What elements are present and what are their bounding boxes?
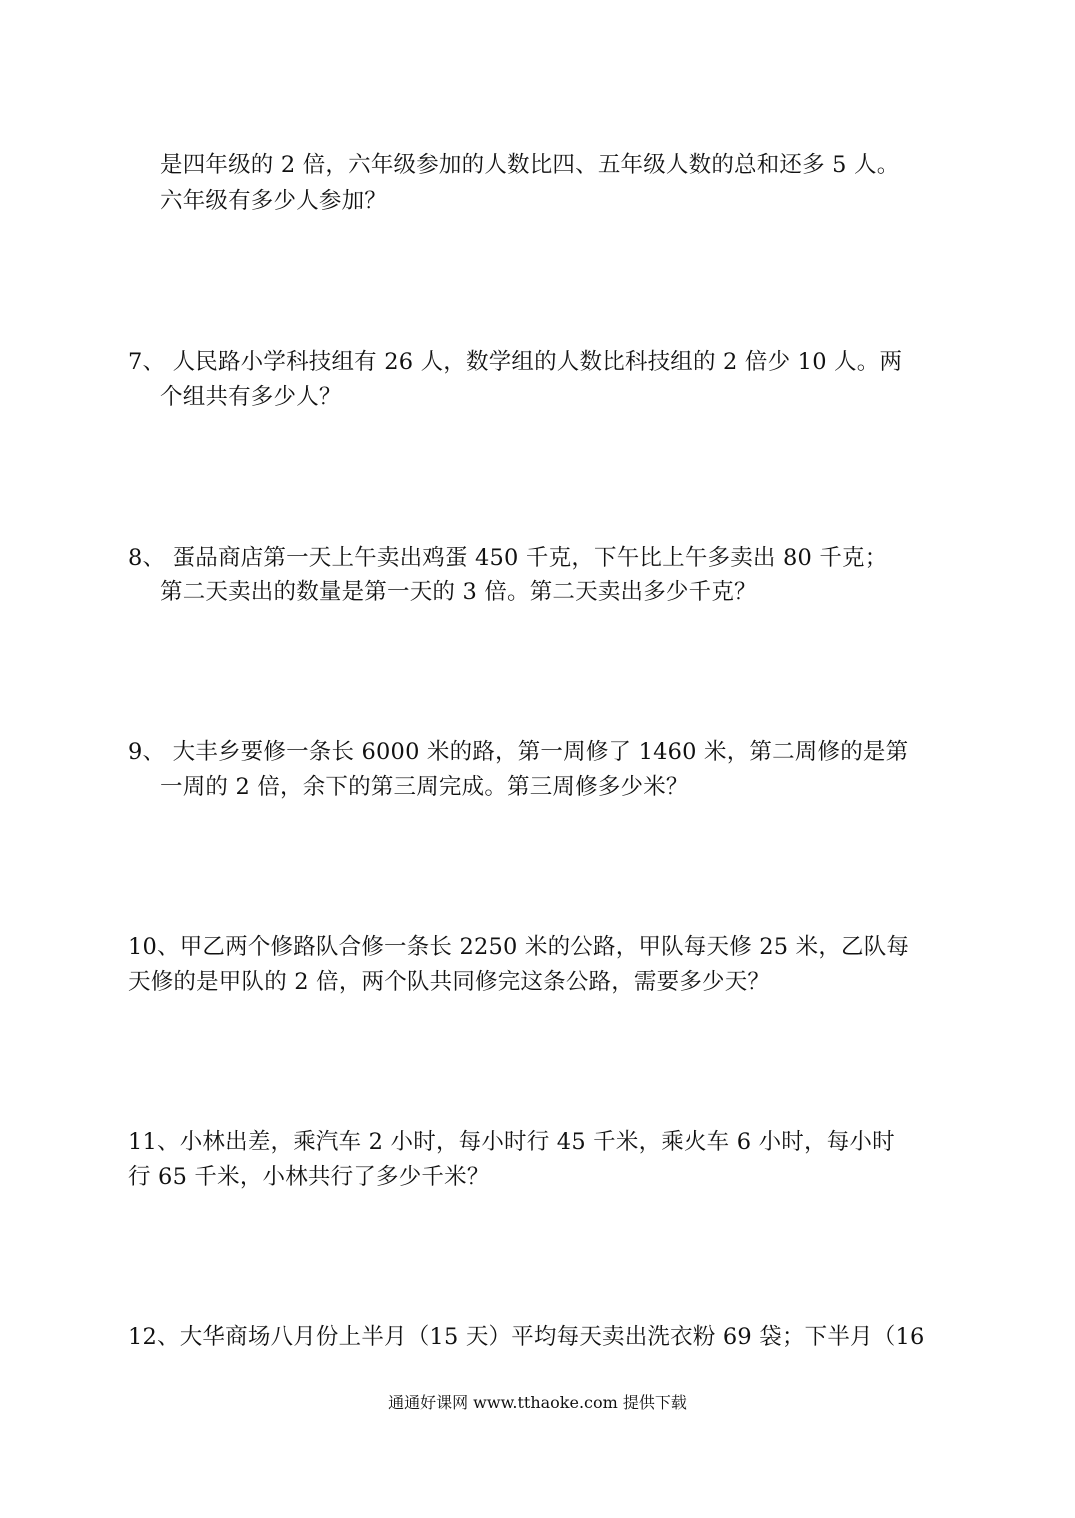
problem-text-line: 第二天卖出的数量是第一天的 3 倍。第二天卖出多少千克？ <box>160 579 757 605</box>
problem-text-line: 一周的 2 倍，余下的第三周完成。第三周修多少米？ <box>160 774 689 800</box>
problem-text-line: 个组共有多少人？ <box>160 384 342 410</box>
page-footer: 通通好课网 www.tthaoke.com 提供下载 <box>388 1393 687 1412</box>
problem-text-line: 11、小林出差，乘汽车 2 小时，每小时行 45 千米，乘火车 6 小时，每小时 <box>128 1129 895 1155</box>
problem-text-line: 9、 大丰乡要修一条长 6000 米的路，第一周修了 1460 米，第二周修的是第 <box>128 739 909 765</box>
problem-text-line: 天修的是甲队的 2 倍，两个队共同修完这条公路，需要多少天？ <box>128 969 771 995</box>
problem-text-line: 7、 人民路小学科技组有 26 人，数学组的人数比科技组的 2 倍少 10 人。两 <box>128 349 903 375</box>
problem-text-line: 是四年级的 2 倍，六年级参加的人数比四、五年级人数的总和还多 5 人。 <box>160 152 900 178</box>
problem-text-line: 行 65 千米，小林共行了多少千米？ <box>128 1164 490 1190</box>
problem-text-line: 12、大华商场八月份上半月（15 天）平均每天卖出洗衣粉 69 袋；下半月（16 <box>128 1324 925 1350</box>
problem-text-line: 六年级有多少人参加？ <box>160 188 388 214</box>
problem-text-line: 8、 蛋品商店第一天上午卖出鸡蛋 450 千克，下午比上午多卖出 80 千克； <box>128 545 888 571</box>
problem-text-line: 10、甲乙两个修路队合修一条长 2250 米的公路，甲队每天修 25 米，乙队每 <box>128 934 910 960</box>
